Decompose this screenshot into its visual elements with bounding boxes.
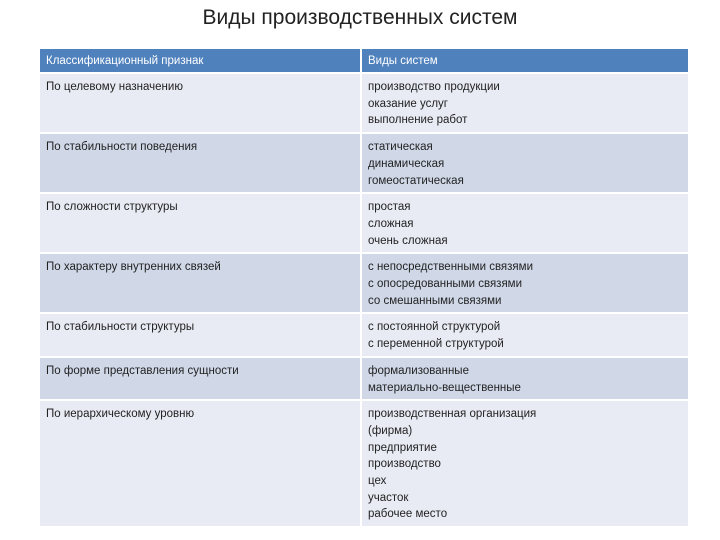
system-type-line: производство xyxy=(368,458,441,471)
system-type-line: производство продукции xyxy=(368,81,500,93)
system-type-line: гомеостатическая xyxy=(368,174,464,187)
types-cell xyxy=(362,358,688,401)
table-row xyxy=(40,401,688,528)
system-type-line: рабочее место xyxy=(368,508,448,521)
system-type-line: выполнение работ xyxy=(368,114,468,127)
system-type-line: материально-вещественные xyxy=(368,381,521,394)
system-type-line: (фирма) xyxy=(368,424,413,437)
criterion-cell: По целевому назначению xyxy=(40,74,362,134)
criterion-cell: По стабильности поведения xyxy=(40,134,362,194)
system-type-line: динамическая xyxy=(368,157,445,170)
system-type-line: с непосредственными связями xyxy=(368,261,533,274)
types-cell xyxy=(362,314,688,357)
systems-table xyxy=(40,49,688,528)
table-row xyxy=(40,358,688,401)
types-cell xyxy=(362,254,688,314)
system-type-line: формализованные xyxy=(368,364,469,377)
criterion-cell: По сложности структуры xyxy=(40,194,362,254)
system-type-line: сложная xyxy=(368,217,414,230)
system-type-line: участок xyxy=(368,491,409,504)
system-type-line: со смешанными связями xyxy=(368,294,502,307)
system-type-line: с переменной структурой xyxy=(368,338,504,351)
table-row xyxy=(40,74,688,134)
table-row xyxy=(40,194,688,254)
table-row xyxy=(40,254,688,314)
criterion-cell: По характеру внутренних связей xyxy=(40,254,362,314)
system-type-line: очень сложная xyxy=(368,234,448,247)
system-type-line: с опосредованными связями xyxy=(368,278,523,291)
criterion-cell: По иерархическому уровню xyxy=(40,401,362,528)
types-cell xyxy=(362,401,688,528)
system-type-line: простая xyxy=(368,201,411,214)
system-type-line: предприятие xyxy=(368,441,437,454)
system-type-line: оказание услуг xyxy=(368,97,449,110)
system-type-line: с постоянной структурой xyxy=(368,321,501,334)
system-type-line: статическая xyxy=(368,141,433,154)
system-type-line: производственная организация xyxy=(368,408,537,421)
criterion-cell: По форме представления сущности xyxy=(40,358,362,401)
table-row xyxy=(40,134,688,194)
header-criterion: Классификационный признак xyxy=(40,49,362,74)
types-cell xyxy=(362,74,688,134)
header-types: Виды систем xyxy=(362,49,688,74)
system-type-line: цех xyxy=(368,475,387,488)
table-header-row xyxy=(40,49,688,74)
types-cell xyxy=(362,134,688,194)
table-row xyxy=(40,314,688,357)
criterion-cell: По стабильности структуры xyxy=(40,314,362,357)
types-cell xyxy=(362,194,688,254)
page-title: Виды производственных систем xyxy=(202,6,518,29)
